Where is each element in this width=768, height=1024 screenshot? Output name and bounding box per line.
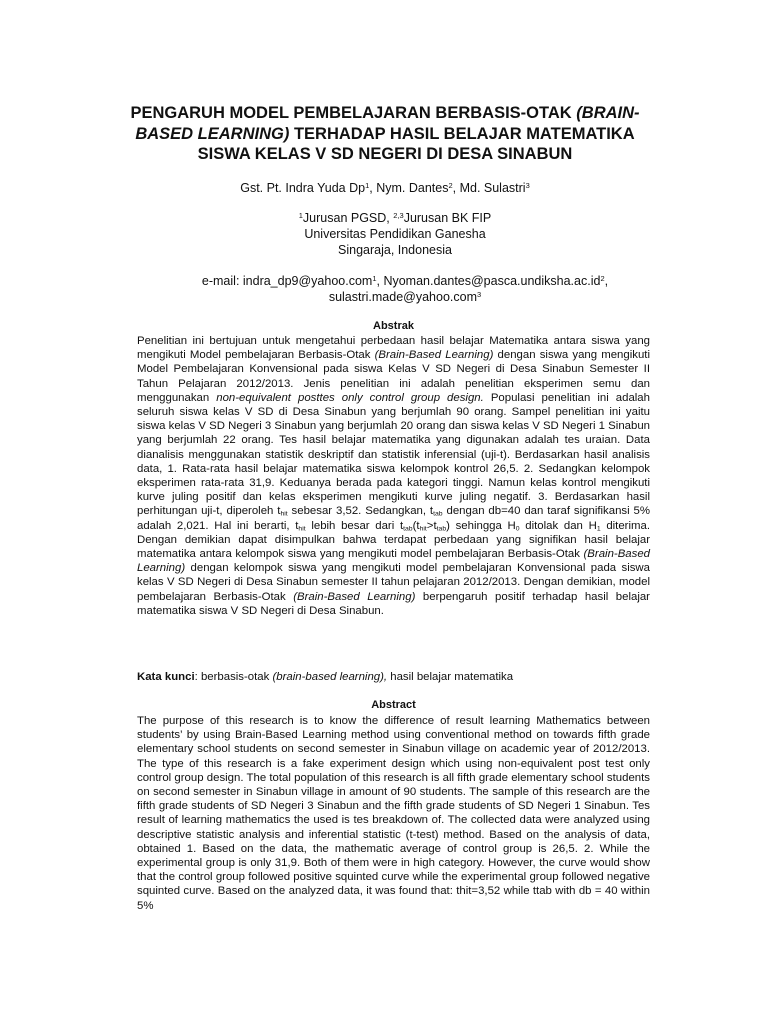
- email-line-1: e-mail: indra_dp9@yahoo.com$^1$, $Nyoman.dantes@pasca.undiksha.ac.id^2$,: [201, 273, 609, 288]
- university-name: Universitas Pendidikan Ganesha: [304, 227, 486, 241]
- text-run: tab: [436, 525, 447, 532]
- text-run: (Brain-Based Learning): [137, 548, 650, 575]
- email-line-2: sulastri.made@yahoo.com$^3$: [328, 289, 482, 304]
- author-2: Nym. Dantes$^2$,: [376, 180, 460, 195]
- text-run: (t: [412, 519, 420, 532]
- text-run: hit: [280, 510, 288, 518]
- email-3: sulastri.made@yahoo.com: [328, 290, 477, 304]
- text-run: lebih besar dari t: [305, 519, 404, 532]
- author-list: [100, 180, 670, 196]
- text-run: tab: [433, 510, 443, 518]
- paper-title: [100, 103, 670, 165]
- text-run: dengan db=40 dan taraf signifikansi 5% adalah 2,021. Hal ini berarti, t: [137, 505, 651, 532]
- email-1: indra_dp9@yahoo.com: [242, 274, 373, 288]
- affiliation: [100, 210, 670, 258]
- abstract-text: [137, 714, 650, 913]
- text-run: The purpose of this research is to know the difference of result learning Mathematics between students’ by using Brain-Based Learning method using conventional method on towards fifth grade elementary school students on second semester in Sinabun village on academic year of 2012/2013. The type of this research is a fake experiment design which using non-equivalent post test only control group design. The total population of this research is all fifth grade elementary school students on second semester in Sinabun village in amount of 90 students. The sample of this research are the fifth grade students of SD Negeri 3 Sinabun and the fifth grade students of SD Negeri 1 Sinabun. Tes result of learning mathematics the used is tes breakdown of. The collected data were analyzed using descriptive statistic analysis and inferential statistic (t-test) method. Based on the analysis of data, obtained 1. Based on the data, the mathematic average of control group is 26,5. 2. While the experimental group is only 31,9. Both of them were in high category. However, the curve would show that the control group followed positive squinted curve while the experimental group followed negative squinted curve. Based on the analyzed data, it was found that: thit=3,52 while ttab with db = 40 within 5%: [137, 715, 650, 912]
- text-run: (brain-based learning),: [272, 671, 388, 683]
- department-line: $^1$Jurusan PGSD, $^{2,3}$Jurusan BK FIP: [298, 210, 492, 225]
- abstrak-text: [137, 334, 650, 618]
- text-run: berpengaruh positif terhadap hasil belajar matematika siswa V SD Negeri di Desa Sinabun.: [137, 590, 650, 617]
- keywords-line: [137, 670, 650, 684]
- email-block: [150, 273, 660, 305]
- text-run: ditolak dan H: [519, 519, 597, 532]
- abstrak-heading: Abstrak: [373, 320, 414, 332]
- text-run: diterima. Dengan demikian dapat disimpulkan bahwa terdapat perbedaan yang signifikan hasil belajar matematika antara kelompok siswa yang mengikuti model pembelajaran Berbasis-Otak: [137, 519, 650, 561]
- text-run: non-equivalent posttes only control group design.: [216, 391, 484, 404]
- text-run: tab: [403, 525, 413, 532]
- author-3: Md. Sulastri$^3$: [459, 180, 530, 195]
- text-run: ) sehingga H: [446, 519, 516, 532]
- email-2: , Nyoman.dantes@pasca.undiksha.ac.id: [376, 274, 601, 288]
- text-run: >t: [426, 519, 437, 532]
- text-run: 1: [596, 525, 601, 532]
- university-city: Singaraja, Indonesia: [338, 243, 452, 257]
- author-1: Gst. Pt. Indra Yuda Dp$^1$,: [240, 180, 377, 195]
- text-run: Penelitian ini bertujuan untuk mengetahui perbedaan hasil belajar Matematika antara siswa yang mengikuti Model pembelajaran Berbasis-Otak: [137, 335, 650, 362]
- text-run: (Brain-Based Learning): [293, 590, 416, 603]
- text-run: hit: [298, 525, 306, 532]
- title-line-3: SISWA KELAS V SD NEGERI DI DESA SINABUN: [197, 145, 573, 163]
- text-run: (Brain-Based Learning): [374, 349, 494, 362]
- keywords-text: [195, 671, 513, 683]
- text-run: hasil belajar matematika: [387, 671, 514, 683]
- text-run: Populasi penelitian ini adalah seluruh siswa kelas V SD di Desa Sinabun yang berjumlah 90 orang. Sampel penelitian ini yaitu siswa kelas V SD Negeri 3 Sinabun yang berjumlah 20 orang dan siswa kelas V SD Negeri 1 Sinabun yang berjumlah 22 orang. Tes hasil belajar matematika yang digunakan adalah tes uraian. Data dianalisis menggunakan statistik deskriptif dan statistik inferensial (uji-t). Berdasarkan hasil analisis data, 1. Rata-rata hasil belajar matematika siswa kelompok kontrol 26,5. 2. Sedangkan kelompok eksperimen rata-rata 31,9. Keduanya berada pada kategori tinggi. Namun kelas kontrol mengikuti kurve juling positif dan kelas eksperimen mengikuti kurve juling negatif. 3. Berdasarkan hasil perhitungan uji-t, diperoleh t: [137, 391, 650, 518]
- keywords-label: Kata kunci: [137, 671, 195, 683]
- title-line-1: PENGARUH MODEL PEMBELAJARAN BERBASIS-OTAK (BRAIN-: [130, 104, 640, 122]
- text-run: 0: [515, 525, 520, 532]
- text-run: dengan siswa yang mengikuti Model Pembelajaran Konvensional pada siswa Kelas V SD Negeri di Desa Sinabun Semester II Tahun Pelajaran 2012/2013. Jenis penelitian ini adalah penelitian eksperimen semu dan menggunakan: [137, 349, 650, 404]
- text-run: sebesar 3,52. Sedangkan, t: [287, 505, 434, 518]
- title-line-2: BASED LEARNING) TERHADAP HASIL BELAJAR MATEMATIKA: [135, 124, 635, 143]
- abstract-heading: Abstract: [371, 699, 416, 711]
- text-run: hit: [419, 525, 427, 532]
- text-run: dengan kelompok siswa yang mengikuti model pembelajaran Konvensional pada siswa kelas V SD Negeri di Desa Sinabun semester II tahun pelajaran 2012/2013. Dengan demikian, model pembelajaran Berbasis-Otak: [137, 562, 650, 603]
- text-run: : berbasis-otak: [194, 671, 273, 683]
